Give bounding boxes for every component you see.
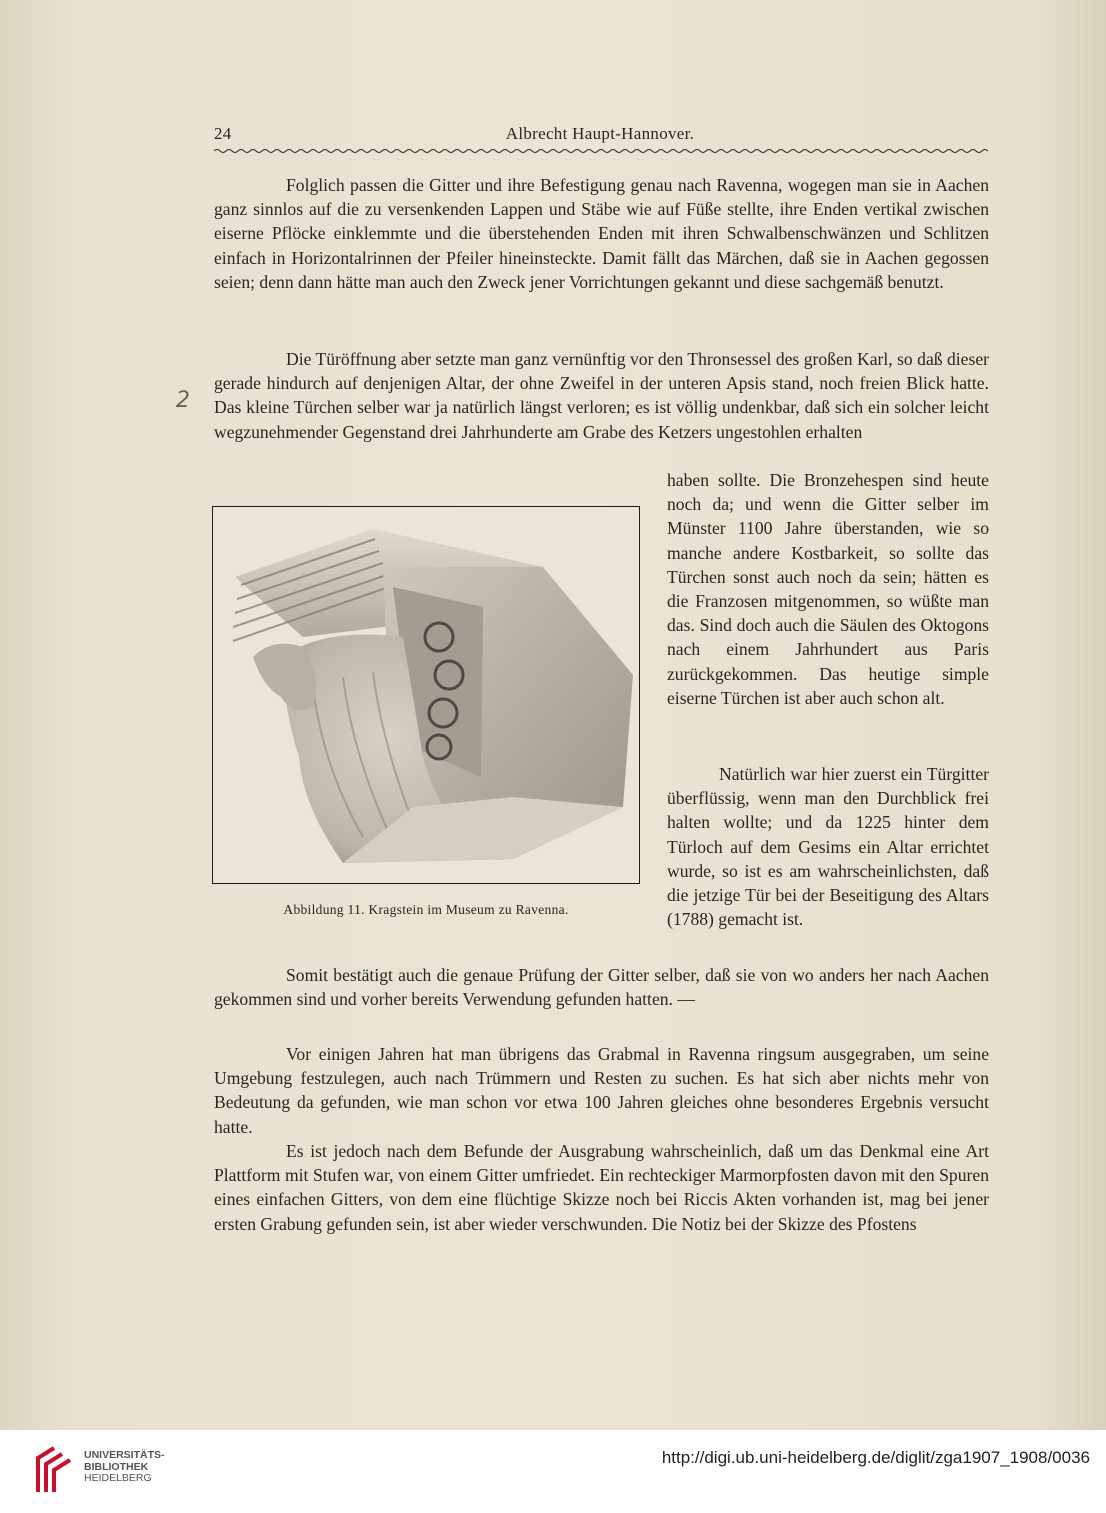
- paragraph-2: Die Türöffnung aber setzte man ganz vernünftig vor den Thronsessel des großen Karl, so daß dieser gerade hindurch auf denjenigen Altar, der ohne Zweifel in der unteren Apsis stand, noch freien Blick hatte. Das kleine Türchen selber war ja natürlich längst verloren; es ist völlig undenkbar, daß sich ein solcher leicht wegzunehmender Gegenstand drei Jahrhunderte am Grabe des Ketzers ungestohlen erhalten: [214, 349, 989, 442]
- figure-caption: Abbildung 11. Kragstein im Museum zu Ravenna.: [283, 902, 569, 917]
- paragraph-6: Es ist jedoch nach dem Befunde der Ausgrabung wahrscheinlich, daß um das Denkmal eine Art Plattform mit Stufen war, von einem Gitter umfriedet. Ein rechteckiger Marmorpfosten davon mit den Spuren eines einfachen Gitters, von dem eine flüchtige Skizze noch bei Riccis Akten vorhanden ist, mag bei jener ersten Grabung gefunden sein, ist aber wieder verschwunden. Die Notiz bei der Skizze des Pfostens: [214, 1141, 989, 1234]
- margin-annotation: 2: [176, 388, 190, 413]
- library-name-line1: UNIVERSITÄTS-: [84, 1449, 165, 1461]
- figure-photograph: [212, 506, 640, 884]
- library-logo-icon: [34, 1444, 74, 1496]
- running-head: Albrecht Haupt-Hannover.: [505, 124, 695, 143]
- paragraph-5: Vor einigen Jahren hat man übrigens das Grabmal in Ravenna ringsum ausgegraben, um seine Umgebung festzulegen, auch nach Trümmern und Resten zu suchen. Es hat sich aber nichts mehr von Bedeutung da gefunden, wie man schon vor etwa 100 Jahren gleiches ohne besonderes Ergebnis versucht hatte.: [214, 1044, 989, 1137]
- permalink-url[interactable]: http://digi.ub.uni-heidelberg.de/diglit/zga1907_1908/0036: [661, 1448, 1090, 1467]
- paragraph-2-continuation: [667, 468, 989, 710]
- corbel-photo: [213, 507, 639, 883]
- library-name: [84, 1450, 165, 1485]
- header-rule: [214, 147, 988, 155]
- library-name-line2: BIBLIOTHEK: [84, 1460, 149, 1473]
- page-number: 24: [214, 124, 232, 143]
- footer-bar: [0, 1430, 1106, 1513]
- paragraph-4: Somit bestätigt auch die genaue Prüfung der Gitter selber, daß sie von wo anders her nach Aachen gekommen sind und vorher bereits Verwendung gefunden hatten. —: [214, 965, 989, 1010]
- paragraph-2-wrap-text: haben sollte. Die Bronzehespen sind heute noch da; und wenn die Gitter selber im Münster 1100 Jahre überstanden, wie so manche andere Kostbarkeit, so sollte das Türchen sonst auch noch da sein; hätten es die Franzosen mitgenommen, so wüßte man das. Sind doch auch die Säulen des Oktogons nach einem Jahrhundert aus Paris zurückgekommen. Das heutige simple eiserne Türchen ist aber auch schon alt.: [667, 470, 989, 708]
- paragraph-3: [667, 762, 989, 931]
- paragraph-3-text: Natürlich war hier zuerst ein Türgitter überflüssig, wenn man den Durchblick frei halten wollte; und da 1225 hinter dem Türloch auf dem Gesims ein Altar errichtet wurde, so ist es am wahrscheinlichsten, daß die jetzige Tür bei der Beseitigung des Altars (1788) gemacht ist.: [667, 764, 989, 930]
- library-name-line3: HEIDELBERG: [84, 1472, 152, 1484]
- paragraph-1: Folglich passen die Gitter und ihre Befestigung genau nach Ravenna, wogegen man sie in Aachen ganz sinnlos auf die zu versenkenden Lappen und Stäbe wie auf Füße stellte, ihre Enden vertikal zwischen eiserne Pflöcke einklemmte und die überstehenden Enden mit ihren Schwalbenschwänzen und Schlitzen einfach in Horizontalrinnen der Pfeiler hineinsteckte. Damit fällt das Märchen, daß sie in Aachen gegossen seien; denn dann hätte man auch den Zweck jener Vorrichtungen gekannt und diese sachgemäß benutzt.: [214, 175, 989, 292]
